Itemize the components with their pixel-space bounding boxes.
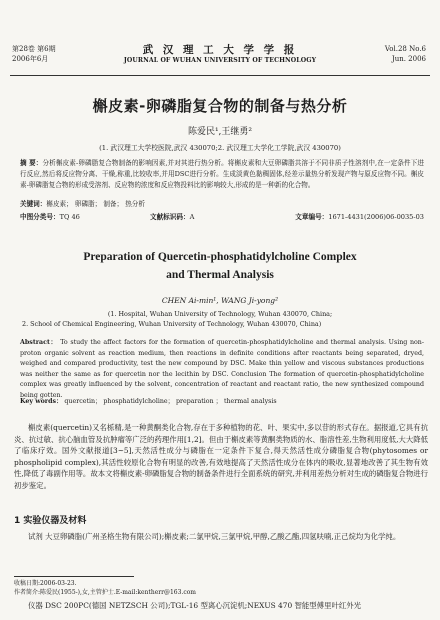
affil-en-line2: 2. School of Chemical Engineering, Wuhan University of Technology, Wuhan 430070, China)	[22, 320, 322, 328]
article-id: 文章编号：1671-4431(2006)06-0035-03	[295, 213, 424, 221]
issue-info-en	[385, 44, 426, 64]
header-rule	[10, 75, 430, 76]
abstract-en-label: Abstract：	[20, 339, 58, 346]
footnote-rule	[14, 576, 134, 577]
journal-title	[0, 44, 440, 65]
running-head	[0, 44, 440, 74]
keywords-en	[20, 396, 424, 405]
introduction-paragraph: 槲皮素(quercetin)又名栎精,是一种黄酮类化合物,存在于多种植物的花、叶、果实中,多以苷的形式存在。据报道,它具有抗炎、抗过敏、抗心脑血管及抗肿瘤等广泛的药理作用[1,2]。但由于槲皮素等黄酮类物质的水、脂溶性差,生物利用度低,大大降低了临床疗效。国外文献报道[3~5],天然活性成分与磷脂在一定条件下复合,得天然活性成分磷脂复合物(phytosomes or phospholipid complex),其活性较原化合物有明显的改善,有效地提高了天然活性成分在体内的吸收,显著地改善了其生物有效性,降低了毒副作用等。故本文将槲皮素-卵磷脂复合物的制备条件进行全面系统的研究,并利用差热分析对生成的磷脂复合物进行初步鉴定。	[14, 423, 428, 490]
keywords-en-label: Key words：	[20, 398, 63, 405]
journal-name-cn: 武 汉 理 工 大 学 学 报	[142, 44, 298, 56]
keywords-en-text: quercetin； phosphatidylcholine； preparation ； thermal analysis	[64, 398, 277, 405]
keywords-cn	[20, 198, 424, 208]
keywords-cn-label: 关键词：	[20, 200, 47, 208]
article-title-cn: 槲皮素-卵磷脂复合物的制备与热分析	[92, 97, 348, 115]
affil-en-line1: (1. Hospital, Wuhan University of Technology, Wuhan 430070, China;	[107, 310, 333, 318]
reagents-paragraph: 试剂 大豆卵磷脂(广州圣格生物有限公司);槲皮素;二氯甲烷,三氯甲烷,甲醇,乙酸乙酯,四氢呋喃,正己烷均为化学纯。	[28, 532, 401, 541]
authors-en: CHEN Ai-min¹, WANG Ji-yong²	[161, 296, 279, 305]
title-en-line1: Preparation of Quercetin-phosphatidylcholine Complex	[83, 251, 357, 263]
abstract-cn	[20, 158, 424, 191]
journal-name-en: JOURNAL OF WUHAN UNIVERSITY OF TECHNOLOGY	[123, 57, 317, 64]
abstract-en	[20, 338, 424, 401]
volume-issue: 第28卷 第6期	[12, 45, 56, 53]
issue-date-en: Jun. 2006	[391, 55, 426, 63]
title-en-line2: and Thermal Analysis	[166, 269, 274, 281]
classification-line	[20, 211, 424, 221]
abstract-cn-text: 分析槲皮素-卵磷脂复合物制备的影响因素,并对其进行热分析。将槲皮素和大豆卵磷脂共溶于不同非质子性溶剂中,在一定条件下进行反应,然后将反应物分离、干燥,称重,比较收率,并用DSC进行分析。生成淡黄色黏稠固体,经差示量热分析发现产物与原反应物不同。槲皮素-卵磷脂复合物的形成受溶剂、反应物的浓度和反应物投料比的影响较大,形成的是一种新的化合物。	[20, 159, 424, 189]
keywords-cn-text: 槲皮素； 卵磷脂； 制备； 热分析	[46, 200, 145, 208]
clc-code: 中图分类号：TQ 46	[20, 213, 80, 221]
abstract-cn-label: 摘 要：	[20, 159, 43, 167]
abstract-en-text: To study the affect factors for the formation of quercetin-phosphatidylcholine and thermal analysis. Using non-proton organic solvent as reaction medium, then reactions in definite conditions after reactants being separated, dryed, weighed and compared productivity, test the new compound by DSC. Make thin yellow and viscous substances productions was neither the same as for quercetin nor the lecithin by DSC. Conclusion The formation of quercetin-phosphatidylcholine complex was greatly influenced by the solvent, concentration of reactant and reactant ratio, the new synthesized compound being gotten.	[20, 339, 424, 399]
footnote	[14, 579, 196, 597]
volume-issue-en: Vol.28 No.6	[384, 45, 426, 53]
section-heading-1: 1 实验仪器及材料	[14, 516, 87, 526]
authors-cn: 陈爱民¹,王继勇²	[187, 127, 253, 137]
article-title-en	[0, 248, 440, 284]
instruments-paragraph: 仪器 DSC 200PC(德国 NETZSCH 公司);TGL-16 型离心沉淀机;NEXUS 470 智能型傅里叶红外光	[28, 601, 362, 610]
author-bio: 作者简介:陈爱民(1955-),女,主管护士.E-mail:kentherr@163.com	[14, 589, 197, 596]
affiliation-en	[22, 309, 418, 329]
received-date: 收稿日期:2006-03-23.	[14, 580, 77, 587]
issue-date: 2006年6月	[12, 55, 49, 63]
document-code: 文献标识码：A	[150, 213, 195, 221]
affiliation-cn: (1. 武汉理工大学校医院,武汉 430070;2. 武汉理工大学化工学院,武汉 430070)	[99, 144, 341, 152]
